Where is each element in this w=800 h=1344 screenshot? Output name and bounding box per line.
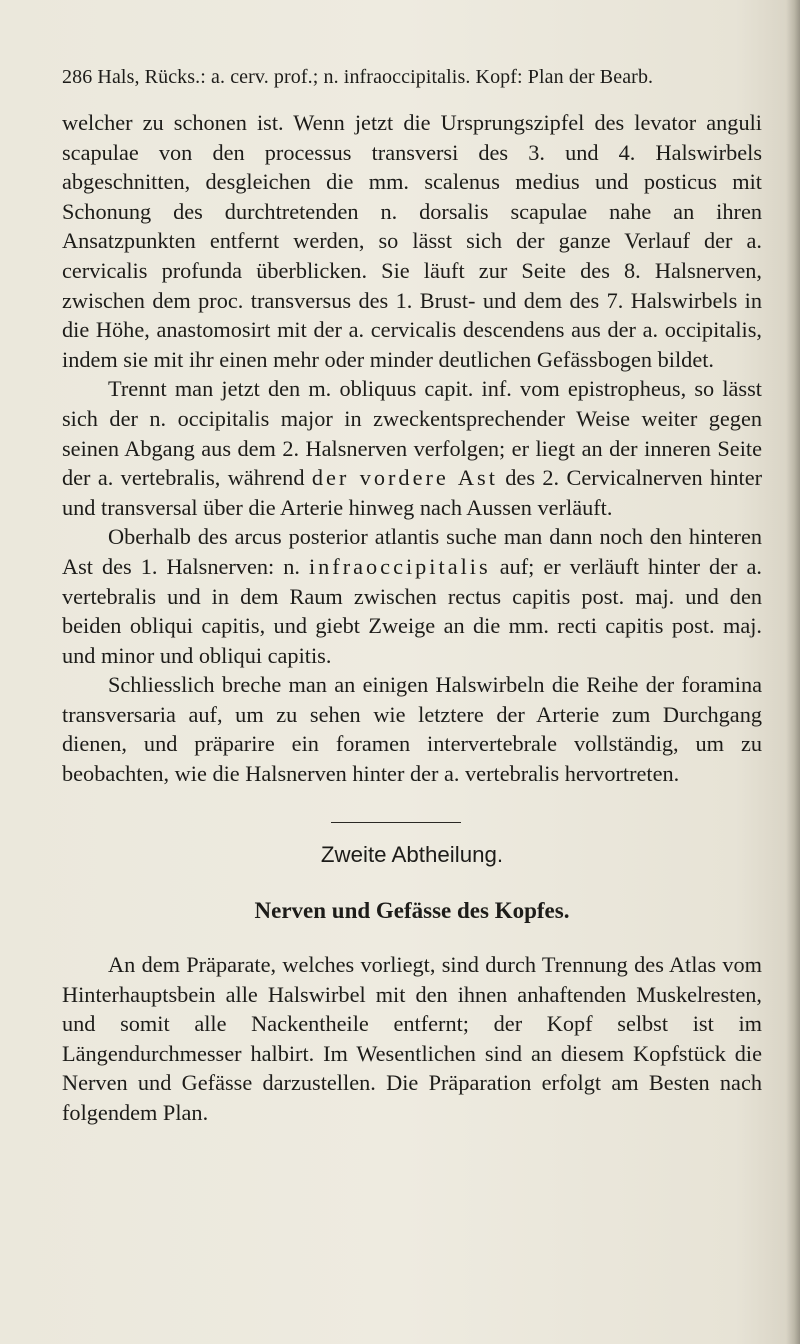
running-head: 286 Hals, Rücks.: a. cerv. prof.; n. infraoccipitalis. Kopf: Plan der Bearb. — [62, 66, 654, 88]
paragraph-2-text-b: des 2. Cervicalnerven hinter und transversal über die Arterie hinweg nach Aussen verläuft. — [62, 465, 763, 520]
section-title: Zweite Abtheilung. — [320, 842, 504, 867]
section-divider — [331, 822, 461, 823]
emphasis-infraoccipitalis: infraoccipitalis — [308, 553, 491, 579]
section-body-text — [62, 950, 762, 1128]
paragraph-4: Schliesslich breche man an einigen Halswirbeln die Reihe der foramina transversaria auf, um zu sehen wie letztere der Arterie zum Durchgang dienen, und präparire ein foramen intervertebrale vollständig, um zu beobachten, wie die Halsnerven hinter der a. vertebralis hervortreten. — [62, 672, 762, 787]
paragraph-2-text-a: Trennt man jetzt den m. obliquus capit. inf. vom epistropheus, so lässt sich der n. occipitalis major in zweckentsprechender Weise weiter gegen seinen Abgang aus dem 2. Halsnerven verfolgen; er liegt an der inneren Seite der a. vertebralis, während — [62, 376, 762, 491]
emphasis-vordere-ast: der vordere Ast — [311, 465, 498, 491]
paragraph-1: welcher zu schonen ist. Wenn jetzt die Ursprungszipfel des levator anguli scapulae von den processus transversi des 3. und 4. Halswirbels abgeschnitten, desgleichen die mm. scalenus medius und posticus mit Schonung des durchtretenden n. dorsalis scapulae nahe an ihren Ansatzpunkten entfernt werden, so lässt sich der ganze Verlauf der a. cervicalis profunda überblicken. Sie läuft zur Seite des 8. Halsnerven, zwischen dem proc. transversus des 1. Brust- und dem des 7. Halswirbels in die Höhe, anastomosirt mit der a. cervicalis descendens aus der a. occipitalis, indem sie mit ihr einen mehr oder minder deutlichen Gefässbogen bildet. — [62, 110, 762, 372]
body-text — [62, 108, 762, 789]
paragraph-3-text-a: Oberhalb des arcus posterior atlantis suche man dann noch den hinteren Ast des 1. Halsnerven: n. — [62, 524, 762, 579]
paragraph-3-text-b: auf; er verläuft hinter der a. vertebralis und in dem Raum zwischen rectus capitis post. maj. und den beiden obliqui capitis, und giebt Zweige an die mm. recti capitis post. maj. und minor und obliqui capitis. — [62, 553, 763, 668]
section-subtitle: Nerven und Gefässe des Kopfes. — [254, 898, 570, 923]
section-paragraph: An dem Präparate, welches vorliegt, sind durch Trennung des Atlas vom Hinterhauptsbein alle Halswirbel mit den ihnen anhaftenden Muskelresten, und somit alle Nackentheile entfernt; der Kopf selbst ist im Längendurchmesser halbirt. Im Wesentlichen sind an diesem Kopfstück die Nerven und Gefässe darzustellen. Die Präparation erfolgt am Besten nach folgendem Plan. — [62, 952, 762, 1125]
page-edge-shadow — [786, 0, 800, 1344]
paragraph-2 — [62, 374, 762, 522]
paragraph-3 — [62, 522, 762, 670]
